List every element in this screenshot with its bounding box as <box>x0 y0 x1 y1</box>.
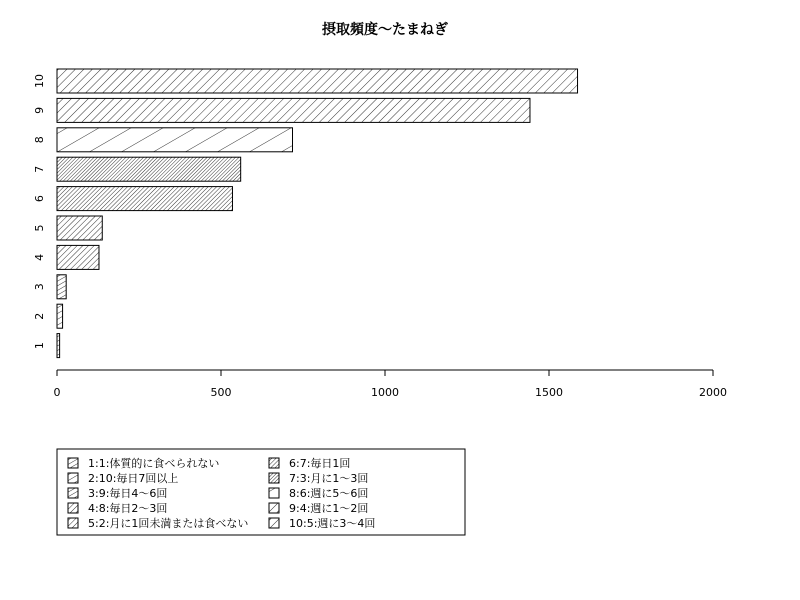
y-tick-label-10: 10 <box>33 74 46 88</box>
legend-entry-6: 6:7:毎日1回 <box>289 457 351 470</box>
y-tick-label-1: 1 <box>33 342 46 350</box>
y-tick-label-7: 7 <box>33 165 46 173</box>
legend-entry-5: 5:2:月に1回未満または食べない <box>88 517 249 530</box>
bar-3 <box>57 275 66 299</box>
bar-1 <box>57 334 60 358</box>
bar-fill-10 <box>57 69 578 93</box>
x-tick-label-1000: 1000 <box>371 386 399 399</box>
bar-fill-7 <box>57 157 241 181</box>
bar-2 <box>57 304 63 328</box>
legend <box>57 449 465 535</box>
y-tick-label-5: 5 <box>33 224 46 232</box>
legend-swatch-fill-3 <box>68 488 78 498</box>
legend-swatch-fill-8 <box>269 488 279 498</box>
y-tick-label-9: 9 <box>33 106 46 114</box>
chart-title: 摂取頻度〜たまねぎ <box>322 22 448 38</box>
legend-swatch-fill-4 <box>68 503 78 513</box>
legend-swatch-fill-5 <box>68 518 78 528</box>
x-tick-label-0: 0 <box>53 386 61 399</box>
bar-fill-2 <box>57 304 63 328</box>
legend-entry-3: 3:9:毎日4〜6回 <box>88 487 168 500</box>
x-axis <box>54 370 728 399</box>
x-tick-label-1500: 1500 <box>535 386 563 399</box>
bar-5 <box>57 216 102 240</box>
bar-6 <box>57 187 232 211</box>
legend-swatch-fill-1 <box>68 458 78 468</box>
y-tick-label-4: 4 <box>33 253 46 261</box>
bar-fill-6 <box>57 187 232 211</box>
bar-9 <box>57 98 530 122</box>
bar-fill-9 <box>57 98 530 122</box>
x-tick-label-500: 500 <box>210 386 232 399</box>
y-tick-label-3: 3 <box>33 283 46 291</box>
legend-swatch-fill-10 <box>269 518 279 528</box>
legend-entry-9: 9:4:週に1〜2回 <box>289 502 369 515</box>
legend-swatch-fill-6 <box>269 458 279 468</box>
bar-fill-5 <box>57 216 102 240</box>
legend-entry-4: 4:8:毎日2〜3回 <box>88 502 168 515</box>
legend-swatch-fill-9 <box>269 503 279 513</box>
legend-entry-8: 8:6:週に5〜6回 <box>289 487 369 500</box>
bar-fill-4 <box>57 245 99 269</box>
y-tick-label-8: 8 <box>33 136 46 144</box>
bar-fill-3 <box>57 275 66 299</box>
legend-entry-1: 1:1:体質的に食べられない <box>88 457 220 470</box>
legend-entry-10: 10:5:週に3〜4回 <box>289 517 376 530</box>
legend-swatch-fill-7 <box>269 473 279 483</box>
y-axis <box>33 74 46 349</box>
bars-group <box>57 69 578 358</box>
bar-7 <box>57 157 241 181</box>
legend-entry-2: 2:10:毎日7回以上 <box>88 472 179 485</box>
bar-8 <box>57 128 293 152</box>
bar-4 <box>57 245 99 269</box>
y-tick-label-2: 2 <box>33 312 46 320</box>
x-tick-label-2000: 2000 <box>699 386 727 399</box>
y-tick-label-6: 6 <box>33 195 46 203</box>
bar-10 <box>57 69 578 93</box>
legend-swatch-fill-2 <box>68 473 78 483</box>
bar-fill-8 <box>57 128 293 152</box>
legend-entry-7: 7:3:月に1〜3回 <box>289 472 369 485</box>
